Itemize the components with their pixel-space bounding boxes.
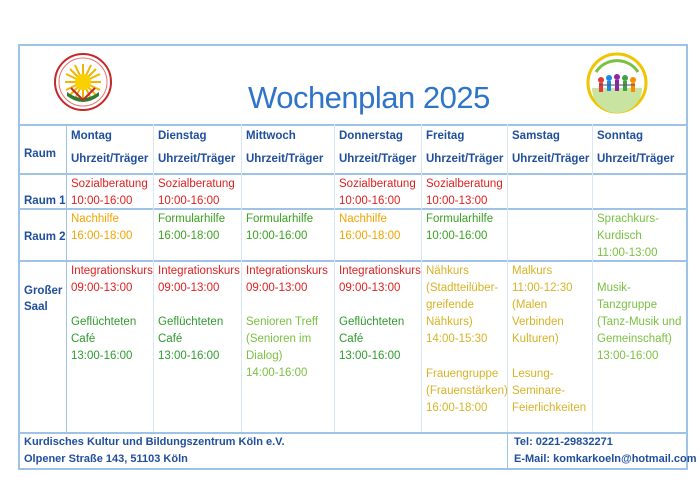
footer-email: E-Mail: komkarkoeln@hotmail.com [514,453,697,465]
saal-sonntag-entry: Musik- Tanzgruppe (Tanz-Musik und Gemeinschaft) 13:00-16:00 [597,282,682,362]
raum2-bottom-rule [18,260,688,262]
day-subheader: Uhrzeit/Träger [426,153,504,165]
kurdish-cultural-center-emblem-icon [53,52,113,112]
saal-montag-entry-1: Integrationskurs 09:00-13:00 [71,265,153,294]
saal-dienstag-entry-1: Integrationskurs 09:00-13:00 [158,265,240,294]
saal-donnerstag-entry-1: Integrationskurs 09:00-13:00 [339,265,421,294]
column-rule [421,124,422,432]
day-subheader: Uhrzeit/Träger [158,153,236,165]
column-rule [66,124,67,434]
saal-bottom-rule [18,432,688,434]
raum2-mittwoch-entry: Formularhilfe 10:00-16:00 [246,213,314,242]
room-label-grosser-saal: Großer Saal [24,285,63,313]
day-subheader: Uhrzeit/Träger [339,153,417,165]
column-rule [592,124,593,432]
day-header-montag: Montag [71,130,112,142]
column-rule [153,124,154,432]
day-header-mittwoch: Mittwoch [246,130,296,142]
column-rule [334,124,335,432]
page-title: Wochenplan 2025 [248,80,490,115]
saal-freitag-entry-2: Frauengruppe (Frauenstärken) 16:00-18:00 [426,368,508,414]
raum2-dienstag-entry: Formularhilfe 16:00-18:00 [158,213,226,242]
children-holding-hands-emblem-icon [586,52,648,114]
day-header-sonntag: Sonntag [597,130,643,142]
room-label-raum1: Raum 1 [24,195,66,207]
footer-address: Olpener Straße 143, 51103 Köln [24,453,188,465]
footer-phone: Tel: 0221-29832271 [514,436,613,448]
header-bottom-rule [18,173,688,175]
footer-divider [507,432,508,470]
saal-donnerstag-entry-2: Geflüchteten Café 13:00-16:00 [339,316,405,362]
day-header-freitag: Freitag [426,130,465,142]
room-label-raum2: Raum 2 [24,231,66,243]
raum1-montag-entry: Sozialberatung 10:00-16:00 [71,178,148,207]
room-column-header: Raum [24,148,56,160]
day-subheader: Uhrzeit/Träger [512,153,590,165]
saal-mittwoch-entry-2: Senioren Treff (Senioren im Dialog) 14:00-16:00 [246,316,319,379]
raum1-donnerstag-entry: Sozialberatung 10:00-16:00 [339,178,416,207]
day-header-donnerstag: Donnerstag [339,130,403,142]
raum1-freitag-entry: Sozialberatung 10:00-13:00 [426,178,503,207]
day-subheader: Uhrzeit/Träger [597,153,675,165]
saal-samstag-entry-1: Malkurs 11:00-12:30 (Malen Verbinden Kulturen) [512,265,573,345]
saal-samstag-entry-2: Lesung- Seminare- Feierlichkeiten [512,368,587,414]
saal-montag-entry-2: Geflüchteten Café 13:00-16:00 [71,316,137,362]
raum2-montag-entry: Nachhilfe 16:00-18:00 [71,213,133,242]
day-subheader: Uhrzeit/Träger [246,153,324,165]
column-rule [241,124,242,432]
raum2-freitag-entry: Formularhilfe 10:00-16:00 [426,213,494,242]
raum2-sonntag-entry: Sprachkurs- Kurdisch 11:00-13:00 [597,213,659,259]
saal-mittwoch-entry-1: Integrationskurs 09:00-13:00 [246,265,328,294]
saal-freitag-entry-1: Nähkurs (Stadtteilüber- greifende Nähkurs) 14:00-15:30 [426,265,499,345]
day-header-dienstag: Dienstag [158,130,207,142]
day-header-samstag: Samstag [512,130,560,142]
footer-org-name: Kurdisches Kultur und Bildungszentrum Köln e.V. [24,436,285,448]
saal-dienstag-entry-2: Geflüchteten Café 13:00-16:00 [158,316,224,362]
day-subheader: Uhrzeit/Träger [71,153,149,165]
raum2-donnerstag-entry: Nachhilfe 16:00-18:00 [339,213,401,242]
raum1-dienstag-entry: Sozialberatung 10:00-16:00 [158,178,235,207]
